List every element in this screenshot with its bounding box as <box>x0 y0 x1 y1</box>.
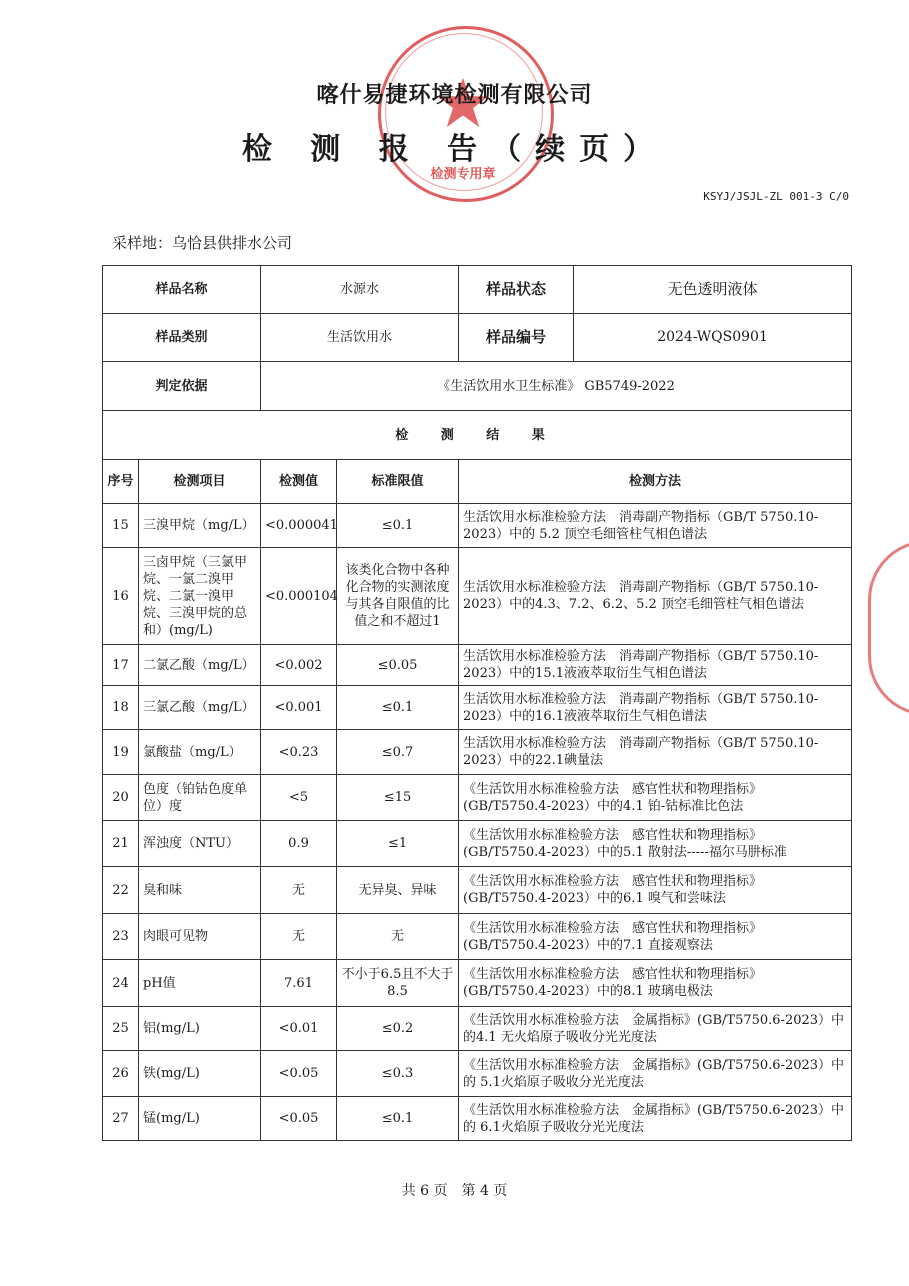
row-method: 生活饮用水标准检验方法 消毒副产物指标（GB/T 5750.10-2023）中的4.3、7.2、6.2、5.2 顶空毛细管柱气相色谱法 <box>459 548 852 645</box>
company-name: 喀什易捷环境检测有限公司 <box>316 83 593 108</box>
row-limit: 无 <box>337 914 459 960</box>
sample-state-cell <box>459 266 852 314</box>
row-item: 三卤甲烷（三氯甲烷、一氯二溴甲烷、二氯一溴甲烷、三溴甲烷的总和）(mg/L) <box>139 548 261 645</box>
row-value: 7.61 <box>261 960 337 1007</box>
col-header-no: 序号 <box>103 460 139 504</box>
table-row <box>103 914 852 960</box>
row-method: 生活饮用水标准检验方法 消毒副产物指标（GB/T 5750.10-2023）中的16.1液液萃取衍生气相色谱法 <box>459 686 852 730</box>
row-number: 21 <box>103 821 139 867</box>
row-item: 臭和味 <box>139 867 261 914</box>
row-value: <0.01 <box>261 1007 337 1051</box>
row-item: 二氯乙酸（mg/L） <box>139 645 261 686</box>
col-header-item: 检测项目 <box>139 460 261 504</box>
row-limit: ≤15 <box>337 775 459 821</box>
table-row <box>103 504 852 548</box>
row-limit: ≤1 <box>337 821 459 867</box>
row-method: 《生活饮用水标准检验方法 金属指标》(GB/T5750.6-2023）中的4.1 无火焰原子吸收分光光度法 <box>459 1007 852 1051</box>
report-title: 检 测 报 告（续页） <box>241 132 668 167</box>
info-row-2 <box>103 314 852 362</box>
table-row <box>103 775 852 821</box>
sample-no-label: 样品编号 <box>459 314 574 361</box>
row-limit: ≤0.3 <box>337 1051 459 1097</box>
row-number: 27 <box>103 1097 139 1141</box>
row-value: <5 <box>261 775 337 821</box>
row-number: 17 <box>103 645 139 686</box>
basis-label: 判定依据 <box>103 362 261 411</box>
row-value: 无 <box>261 914 337 960</box>
col-header-method: 检测方法 <box>459 460 852 504</box>
col-header-value: 检测值 <box>261 460 337 504</box>
table-row <box>103 548 852 645</box>
sample-state-label: 样品状态 <box>459 266 574 313</box>
row-item: 色度（铂钴色度单位）度 <box>139 775 261 821</box>
col-header-limit: 标准限值 <box>337 460 459 504</box>
row-item: 浑浊度（NTU） <box>139 821 261 867</box>
row-item: pH值 <box>139 960 261 1007</box>
row-value: <0.000104 <box>261 548 337 645</box>
row-method: 《生活饮用水标准检验方法 金属指标》(GB/T5750.6-2023）中 的 6.1火焰原子吸收分光光度法 <box>459 1097 852 1141</box>
row-limit: 不小于6.5且不大于8.5 <box>337 960 459 1007</box>
info-row-3 <box>103 362 852 411</box>
sample-type-label: 样品类别 <box>103 314 261 362</box>
row-limit: ≤0.1 <box>337 686 459 730</box>
row-value: 无 <box>261 867 337 914</box>
document-number: KSYJ/JSJL-ZL 001-3 C/0 <box>703 190 849 203</box>
row-number: 26 <box>103 1051 139 1097</box>
sample-type-value: 生活饮用水 <box>261 314 459 362</box>
edge-seal-fragment <box>868 540 909 716</box>
row-item: 铝(mg/L) <box>139 1007 261 1051</box>
info-row-1 <box>103 266 852 314</box>
row-value: <0.05 <box>261 1097 337 1141</box>
sample-name-label: 样品名称 <box>103 266 261 314</box>
table-row <box>103 730 852 775</box>
row-number: 24 <box>103 960 139 1007</box>
row-method: 生活饮用水标准检验方法 消毒副产物指标（GB/T 5750.10-2023）中的22.1碘量法 <box>459 730 852 775</box>
row-method: 生活饮用水标准检验方法 消毒副产物指标（GB/T 5750.10-2023）中的 5.2 顶空毛细管柱气相色谱法 <box>459 504 852 548</box>
row-method: 《生活饮用水标准检验方法 感官性状和物理指标》(GB/T5750.4-2023）中的8.1 玻璃电极法 <box>459 960 852 1007</box>
row-limit: ≤0.1 <box>337 1097 459 1141</box>
row-item: 锰(mg/L) <box>139 1097 261 1141</box>
sample-no-value: 2024-WQS0901 <box>657 329 768 345</box>
column-header-row <box>103 460 852 504</box>
table-row <box>103 867 852 914</box>
sample-no-cell <box>459 314 852 362</box>
row-method: 《生活饮用水标准检验方法 感官性状和物理指标》(GB/T5750.4-2023）中的6.1 嗅气和尝味法 <box>459 867 852 914</box>
row-item: 铁(mg/L) <box>139 1051 261 1097</box>
row-method: 《生活饮用水标准检验方法 感官性状和物理指标》(GB/T5750.4-2023）中的7.1 直接观察法 <box>459 914 852 960</box>
results-title-row <box>103 411 852 460</box>
row-value: <0.002 <box>261 645 337 686</box>
table-row <box>103 821 852 867</box>
row-limit: 无异臭、异味 <box>337 867 459 914</box>
page-footer: 共 6 页 第 4 页 <box>401 1183 508 1199</box>
table-row <box>103 1051 852 1097</box>
report-table <box>102 265 852 1141</box>
row-item: 肉眼可见物 <box>139 914 261 960</box>
row-number: 15 <box>103 504 139 548</box>
row-value: <0.05 <box>261 1051 337 1097</box>
row-value: <0.001 <box>261 686 337 730</box>
table-row <box>103 960 852 1007</box>
row-item: 三溴甲烷（mg/L） <box>139 504 261 548</box>
row-number: 22 <box>103 867 139 914</box>
row-method: 《生活饮用水标准检验方法 感官性状和物理指标》(GB/T5750.4-2023）中的5.1 散射法-----福尔马肼标准 <box>459 821 852 867</box>
results-title: 检 测 结 果 <box>103 411 852 460</box>
row-number: 18 <box>103 686 139 730</box>
table-row <box>103 645 852 686</box>
row-limit: ≤0.2 <box>337 1007 459 1051</box>
sample-state-value: 无色透明液体 <box>667 280 758 298</box>
row-value: <0.000041 <box>261 504 337 548</box>
row-limit: ≤0.7 <box>337 730 459 775</box>
row-number: 25 <box>103 1007 139 1051</box>
row-item: 氯酸盐（mg/L） <box>139 730 261 775</box>
sampling-site: 采样地：乌恰县供排水公司 <box>112 234 293 252</box>
table-row <box>103 1097 852 1141</box>
row-item: 三氯乙酸（mg/L） <box>139 686 261 730</box>
row-method: 生活饮用水标准检验方法 消毒副产物指标（GB/T 5750.10-2023）中的15.1液液萃取衍生气相色谱法 <box>459 645 852 686</box>
row-number: 23 <box>103 914 139 960</box>
row-number: 16 <box>103 548 139 645</box>
row-number: 20 <box>103 775 139 821</box>
row-method: 《生活饮用水标准检验方法 感官性状和物理指标》(GB/T5750.4-2023）中的4.1 铂-钴标准比色法 <box>459 775 852 821</box>
row-method: 《生活饮用水标准检验方法 金属指标》(GB/T5750.6-2023）中 的 5.1火焰原子吸收分光光度法 <box>459 1051 852 1097</box>
row-limit: 该类化合物中各种化合物的实测浓度与其各自限值的比值之和不超过1 <box>337 548 459 645</box>
seal-label: 检测专用章 <box>430 167 496 182</box>
row-limit: ≤0.05 <box>337 645 459 686</box>
row-number: 19 <box>103 730 139 775</box>
sample-name-value: 水源水 <box>261 266 459 314</box>
table-row <box>103 1007 852 1051</box>
results-body <box>103 504 852 1141</box>
row-limit: ≤0.1 <box>337 504 459 548</box>
row-value: <0.23 <box>261 730 337 775</box>
table-row <box>103 686 852 730</box>
basis-value: 《生活饮用水卫生标准》 GB5749-2022 <box>261 362 852 411</box>
row-value: 0.9 <box>261 821 337 867</box>
